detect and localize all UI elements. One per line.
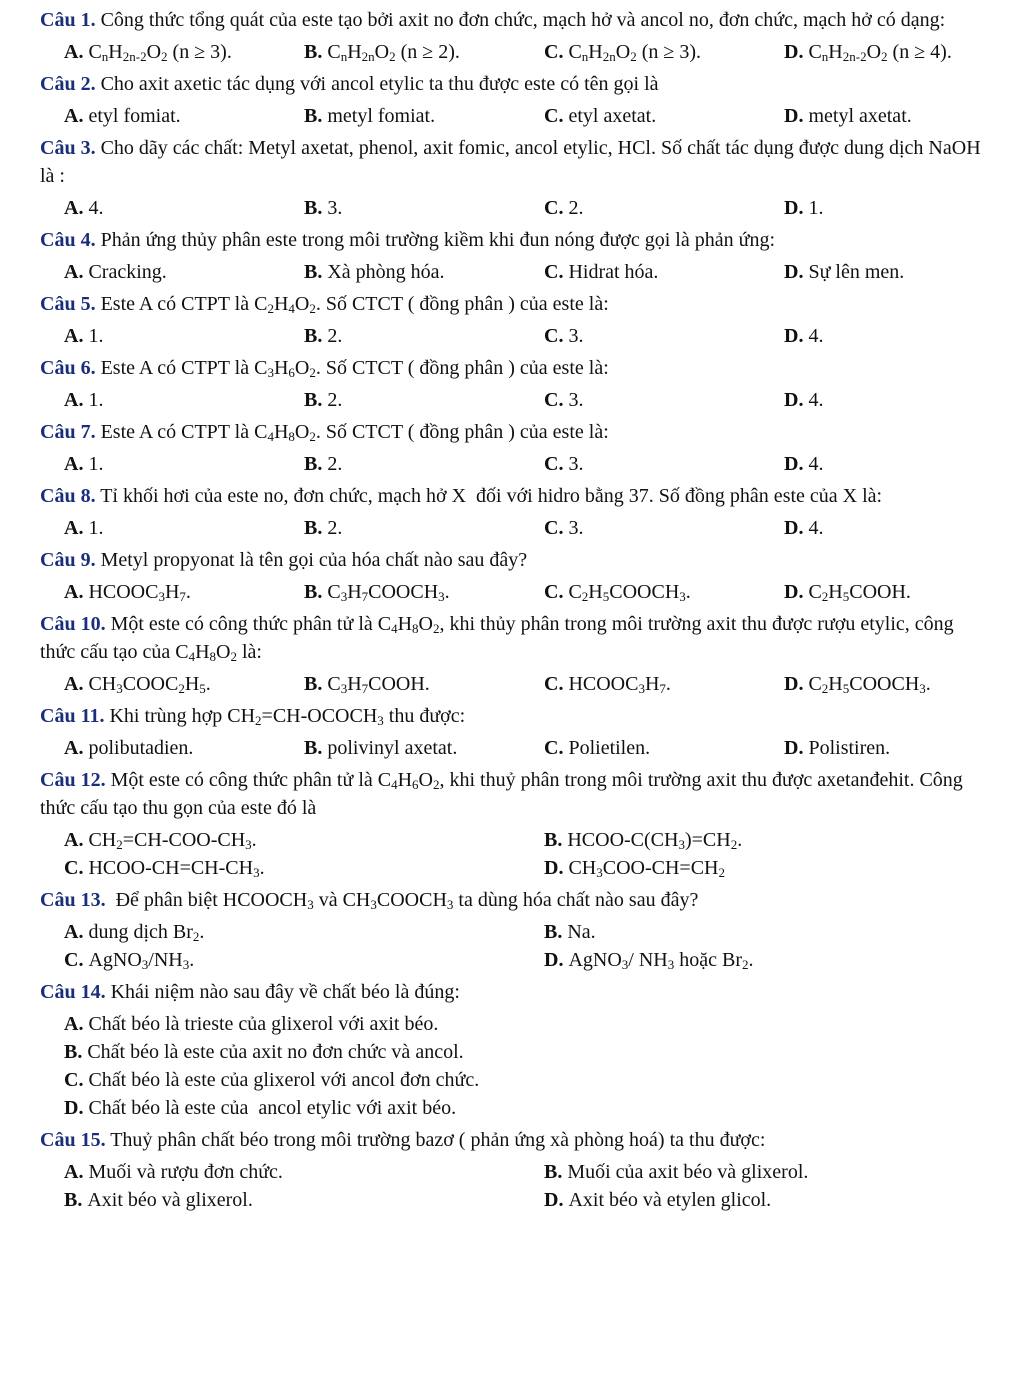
- option-text: Xà phòng hóa.: [327, 261, 445, 283]
- option-letter: A.: [64, 1013, 84, 1035]
- option-text: 2.: [327, 453, 343, 475]
- option-letter: D.: [544, 1189, 564, 1211]
- question-8: [40, 482, 984, 542]
- option-text: Chất béo là este của glixerol với ancol đơn chức.: [88, 1069, 480, 1091]
- option-text: 2.: [327, 389, 343, 411]
- option-letter: B.: [304, 517, 323, 539]
- option-letter: D.: [544, 857, 564, 879]
- answer-option: [544, 258, 784, 286]
- answer-options: [40, 38, 984, 66]
- answer-option: [64, 826, 544, 854]
- question-stem: [40, 418, 984, 446]
- option-text: 2.: [327, 517, 343, 539]
- option-text: etyl fomiat.: [88, 105, 181, 127]
- option-text: 1.: [88, 453, 104, 475]
- answer-options: [40, 450, 984, 478]
- option-text: 4.: [808, 517, 824, 539]
- question-10: [40, 610, 984, 698]
- option-letter: A.: [64, 921, 84, 943]
- question-stem: [40, 702, 984, 730]
- option-text: polivinyl axetat.: [327, 737, 458, 759]
- answer-options: [40, 826, 984, 882]
- question-label: Câu 7.: [40, 421, 96, 443]
- option-text: 3.: [568, 517, 584, 539]
- question-label: Câu 11.: [40, 705, 105, 727]
- answer-option: [304, 386, 544, 414]
- option-text: $CH_3COOC_2H_5$.: [88, 673, 211, 696]
- option-text: etyl axetat.: [568, 105, 657, 127]
- option-letter: D.: [784, 453, 804, 475]
- option-text: $C_2H_5COOCH_3$.: [808, 673, 931, 696]
- option-text: $CH_2=CH-COO-CH_3$.: [88, 829, 257, 852]
- option-letter: D.: [64, 1097, 84, 1119]
- option-letter: C.: [544, 581, 564, 603]
- option-text: Hidrat hóa.: [568, 261, 659, 283]
- option-text: $C_3H_7COOCH_3$.: [327, 581, 450, 604]
- answer-option: [64, 386, 304, 414]
- question-6: [40, 354, 984, 414]
- question-text: Metyl propyonat là tên gọi của hóa chất nào sau đây?: [95, 549, 528, 571]
- option-text: Cracking.: [88, 261, 167, 283]
- question-14: [40, 978, 984, 1122]
- question-label: Câu 14.: [40, 981, 106, 1003]
- question-9: [40, 546, 984, 606]
- option-letter: C.: [544, 389, 564, 411]
- option-letter: B.: [304, 261, 323, 283]
- answer-option: [544, 38, 784, 66]
- answer-option: [64, 946, 544, 974]
- question-text: Một este có công thức phân tử là $C_4H_8O_2$, khi thủy phân trong môi trường axit thu được rượu etylic, công thức cấu tạo của $C_4H_8O_2$ là:: [40, 613, 954, 664]
- option-letter: D.: [784, 325, 804, 347]
- option-text: Axit béo và etylen glicol.: [568, 1189, 772, 1211]
- option-letter: A.: [64, 829, 84, 851]
- option-letter: D.: [784, 389, 804, 411]
- option-letter: C.: [544, 517, 564, 539]
- option-letter: A.: [64, 41, 84, 63]
- answer-options: [40, 386, 984, 414]
- answer-option: [544, 670, 784, 698]
- question-stem: [40, 482, 984, 510]
- question-stem: [40, 978, 984, 1006]
- question-15: [40, 1126, 984, 1214]
- question-stem: [40, 546, 984, 574]
- question-text: Một este có công thức phân tử là $C_4H_6O_2$, khi thuỷ phân trong môi trường axit thu được axetanđehit. Công thức cấu tạo thu gọn của este đó là: [40, 769, 963, 819]
- answer-option: [64, 1010, 1024, 1038]
- option-letter: B.: [304, 389, 323, 411]
- question-4: [40, 226, 984, 286]
- answer-option: [544, 450, 784, 478]
- question-stem: [40, 610, 984, 666]
- question-label: Câu 8.: [40, 485, 96, 507]
- option-letter: D.: [544, 949, 564, 971]
- option-text: $HCOOC_3H_7$.: [568, 673, 671, 696]
- option-text: Polietilen.: [568, 737, 651, 759]
- question-label: Câu 6.: [40, 357, 96, 379]
- option-letter: D.: [784, 517, 804, 539]
- option-letter: A.: [64, 325, 84, 347]
- option-letter: A.: [64, 673, 84, 695]
- option-letter: B.: [544, 921, 563, 943]
- option-letter: D.: [784, 581, 804, 603]
- option-letter: D.: [784, 737, 804, 759]
- option-text: $C_nH_{2n}O_2$ (n ≥ 2).: [327, 41, 460, 64]
- answer-option: [544, 386, 784, 414]
- answer-option: [544, 514, 784, 542]
- answer-option: [784, 38, 1024, 66]
- option-text: Muối của axit béo và glixerol.: [567, 1161, 809, 1183]
- option-text: 1.: [88, 389, 104, 411]
- question-text: Cho dãy các chất: Metyl axetat, phenol, axit fomic, ancol etylic, HCl. Số chất tác dụng được dung dịch NaOH là :: [40, 137, 981, 187]
- answer-options: [40, 322, 984, 350]
- option-text: $C_nH_{2n-2}O_2$ (n ≥ 3).: [88, 41, 232, 64]
- option-text: Na.: [567, 921, 596, 943]
- answer-option: [784, 322, 1024, 350]
- option-text: 3.: [568, 389, 584, 411]
- answer-option: [784, 194, 1024, 222]
- question-text: Tỉ khối hơi của este no, đơn chức, mạch hở X đối với hidro bằng 37. Số đồng phân este của X là:: [95, 485, 883, 507]
- question-stem: [40, 1126, 984, 1154]
- answer-option: [304, 194, 544, 222]
- answer-option: [784, 514, 1024, 542]
- answer-option: [64, 450, 304, 478]
- option-letter: B.: [544, 829, 563, 851]
- option-letter: A.: [64, 261, 84, 283]
- option-letter: B.: [304, 197, 323, 219]
- option-text: 3.: [568, 453, 584, 475]
- option-text: $C_2H_5COOCH_3$.: [568, 581, 691, 604]
- option-text: 3.: [327, 197, 343, 219]
- option-letter: C.: [64, 1069, 84, 1091]
- answer-options: [40, 1158, 984, 1214]
- option-letter: D.: [784, 261, 804, 283]
- answer-option: [304, 514, 544, 542]
- answer-option: [304, 258, 544, 286]
- option-letter: C.: [64, 857, 84, 879]
- question-label: Câu 12.: [40, 769, 106, 791]
- option-text: 1.: [88, 325, 104, 347]
- option-text: 4.: [808, 325, 824, 347]
- option-text: metyl fomiat.: [327, 105, 436, 127]
- option-text: Axit béo và glixerol.: [87, 1189, 253, 1211]
- question-3: [40, 134, 984, 222]
- question-7: [40, 418, 984, 478]
- option-text: 1.: [808, 197, 824, 219]
- option-text: Chất béo là este của ancol etylic với axit béo.: [88, 1097, 457, 1119]
- answer-option: [64, 1158, 544, 1186]
- question-list: [40, 6, 984, 1214]
- answer-option: [64, 38, 304, 66]
- question-text: Este A có CTPT là $C_3H_6O_2$. Số CTCT ( đồng phân ) của este là:: [95, 357, 609, 380]
- option-letter: C.: [544, 453, 564, 475]
- answer-option: [784, 734, 1024, 762]
- answer-option: [544, 826, 1024, 854]
- option-text: $C_nH_{2n-2}O_2$ (n ≥ 4).: [808, 41, 952, 64]
- question-12: [40, 766, 984, 882]
- answer-options: [40, 102, 984, 130]
- option-text: 4.: [808, 389, 824, 411]
- option-letter: A.: [64, 389, 84, 411]
- option-text: polibutadien.: [88, 737, 194, 759]
- option-text: Chất béo là este của axit no đơn chức và ancol.: [87, 1041, 464, 1063]
- option-letter: A.: [64, 581, 84, 603]
- answer-options: [40, 918, 984, 974]
- answer-option: [64, 670, 304, 698]
- question-text: Khái niệm nào sau đây về chất béo là đúng:: [105, 981, 460, 1003]
- question-1: [40, 6, 984, 66]
- option-text: Sự lên men.: [808, 261, 905, 283]
- option-letter: B.: [304, 105, 323, 127]
- option-letter: A.: [64, 737, 84, 759]
- question-stem: [40, 354, 984, 382]
- question-stem: [40, 6, 984, 34]
- answer-option: [64, 1066, 1024, 1094]
- answer-option: [544, 102, 784, 130]
- question-text: Este A có CTPT là $C_4H_8O_2$. Số CTCT ( đồng phân ) của este là:: [95, 421, 609, 444]
- question-stem: [40, 226, 984, 254]
- question-11: [40, 702, 984, 762]
- option-letter: B.: [64, 1189, 83, 1211]
- option-letter: C.: [544, 673, 564, 695]
- answer-option: [544, 734, 784, 762]
- answer-option: [64, 854, 544, 882]
- answer-option: [64, 1038, 1024, 1066]
- option-text: Polistiren.: [808, 737, 891, 759]
- answer-option: [64, 322, 304, 350]
- option-letter: C.: [544, 197, 564, 219]
- answer-option: [304, 734, 544, 762]
- option-letter: B.: [304, 41, 323, 63]
- option-letter: D.: [784, 197, 804, 219]
- option-letter: A.: [64, 197, 84, 219]
- answer-option: [784, 450, 1024, 478]
- answer-option: [784, 670, 1024, 698]
- option-text: $CH_3COO-CH=CH_2$: [568, 857, 725, 880]
- answer-option: [64, 102, 304, 130]
- answer-option: [544, 854, 1024, 882]
- answer-option: [784, 578, 1024, 606]
- question-stem: [40, 290, 984, 318]
- option-letter: C.: [544, 105, 564, 127]
- answer-option: [64, 578, 304, 606]
- answer-option: [544, 1186, 1024, 1214]
- answer-option: [784, 102, 1024, 130]
- option-text: $C_3H_7COOH$.: [327, 673, 430, 696]
- answer-options: [40, 514, 984, 542]
- question-label: Câu 9.: [40, 549, 96, 571]
- question-label: Câu 1.: [40, 9, 96, 31]
- option-letter: A.: [64, 105, 84, 127]
- answer-option: [544, 578, 784, 606]
- question-text: Thuỷ phân chất béo trong môi trường bazơ ( phản ứng xà phòng hoá) ta thu được:: [105, 1129, 766, 1151]
- answer-options: [40, 194, 984, 222]
- question-text: Este A có CTPT là $C_2H_4O_2$. Số CTCT ( đồng phân ) của este là:: [95, 293, 609, 316]
- option-letter: B.: [304, 325, 323, 347]
- question-5: [40, 290, 984, 350]
- question-label: Câu 5.: [40, 293, 96, 315]
- option-letter: D.: [784, 41, 804, 63]
- answer-options: [40, 1010, 984, 1122]
- option-text: 4.: [808, 453, 824, 475]
- option-letter: A.: [64, 1161, 84, 1183]
- question-label: Câu 13.: [40, 889, 106, 911]
- answer-options: [40, 258, 984, 286]
- option-text: $C_nH_{2n}O_2$ (n ≥ 3).: [568, 41, 701, 64]
- option-text: Muối và rượu đơn chức.: [88, 1161, 283, 1183]
- option-letter: B.: [304, 453, 323, 475]
- answer-option: [544, 194, 784, 222]
- answer-option: [304, 578, 544, 606]
- option-text: $C_2H_5COOH$.: [808, 581, 911, 604]
- question-13: [40, 886, 984, 974]
- question-label: Câu 15.: [40, 1129, 106, 1151]
- option-text: dung dịch $Br_2$.: [88, 921, 205, 944]
- answer-option: [64, 194, 304, 222]
- option-letter: C.: [544, 325, 564, 347]
- answer-option: [64, 734, 304, 762]
- option-letter: C.: [544, 41, 564, 63]
- answer-option: [64, 1186, 544, 1214]
- option-text: AgNO$_3$/ $NH_3$ hoặc $Br_2$.: [568, 949, 754, 972]
- option-letter: A.: [64, 517, 84, 539]
- answer-option: [64, 258, 304, 286]
- question-label: Câu 4.: [40, 229, 96, 251]
- option-text: HCOO-$C(CH_3)=CH_2$.: [567, 829, 743, 852]
- option-text: 3.: [568, 325, 584, 347]
- answer-options: [40, 734, 984, 762]
- question-label: Câu 2.: [40, 73, 96, 95]
- question-text: Khi trùng hợp $CH_2=CH-OCOCH_3$ thu được:: [104, 705, 466, 728]
- option-letter: C.: [544, 737, 564, 759]
- option-text: 2.: [568, 197, 584, 219]
- question-stem: [40, 886, 984, 914]
- option-letter: B.: [304, 581, 323, 603]
- option-letter: B.: [64, 1041, 83, 1063]
- question-text: Phản ứng thủy phân este trong môi trường kiềm khi đun nóng được gọi là phản ứng:: [95, 229, 776, 251]
- option-letter: D.: [784, 105, 804, 127]
- option-text: HCOO-$CH=CH-CH_3$.: [88, 857, 265, 880]
- answer-option: [64, 514, 304, 542]
- answer-option: [304, 38, 544, 66]
- answer-option: [544, 322, 784, 350]
- question-label: Câu 3.: [40, 137, 96, 159]
- answer-option: [304, 670, 544, 698]
- answer-option: [304, 450, 544, 478]
- option-letter: B.: [304, 737, 323, 759]
- question-stem: [40, 134, 984, 190]
- answer-option: [784, 386, 1024, 414]
- option-letter: B.: [304, 673, 323, 695]
- option-text: $AgNO_3/NH_3$.: [88, 949, 195, 972]
- question-stem: [40, 766, 984, 822]
- option-letter: A.: [64, 453, 84, 475]
- question-text: Để phân biệt $HCOOCH_3$ và $CH_3COOCH_3$ ta dùng hóa chất nào sau đây?: [105, 889, 699, 912]
- answer-options: [40, 670, 984, 698]
- option-letter: C.: [544, 261, 564, 283]
- option-text: 1.: [88, 517, 104, 539]
- question-label: Câu 10.: [40, 613, 106, 635]
- answer-option: [304, 102, 544, 130]
- answer-option: [544, 918, 1024, 946]
- option-letter: B.: [544, 1161, 563, 1183]
- option-letter: D.: [784, 673, 804, 695]
- option-letter: C.: [64, 949, 84, 971]
- answer-option: [544, 946, 1024, 974]
- question-text: Công thức tổng quát của este tạo bởi axit no đơn chức, mạch hở và ancol no, đơn chức, mạch hở có dạng:: [95, 9, 946, 31]
- answer-options: [40, 578, 984, 606]
- option-text: metyl axetat.: [808, 105, 912, 127]
- question-stem: [40, 70, 984, 98]
- answer-option: [64, 1094, 1024, 1122]
- option-text: $HCOOC_3H_7$.: [88, 581, 191, 604]
- answer-option: [64, 918, 544, 946]
- option-text: 4.: [88, 197, 104, 219]
- option-text: 2.: [327, 325, 343, 347]
- answer-option: [784, 258, 1024, 286]
- question-2: [40, 70, 984, 130]
- answer-option: [544, 1158, 1024, 1186]
- option-text: Chất béo là trieste của glixerol với axit béo.: [88, 1013, 439, 1035]
- answer-option: [304, 322, 544, 350]
- question-text: Cho axit axetic tác dụng với ancol etylic ta thu được este có tên gọi là: [95, 73, 659, 95]
